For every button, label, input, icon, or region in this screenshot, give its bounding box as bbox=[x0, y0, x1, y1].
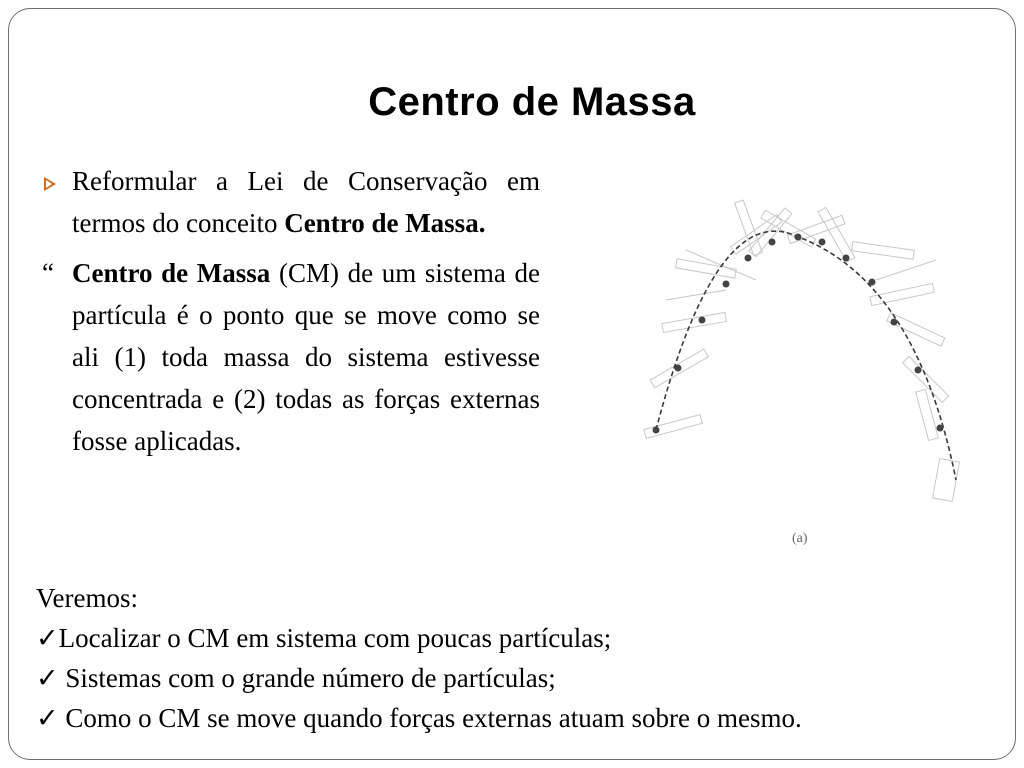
main-text-column bbox=[42, 160, 540, 462]
list-item-text: Localizar o CM em sistema com poucas partículas; bbox=[58, 623, 612, 653]
definition-paragraph bbox=[42, 252, 540, 462]
veremos-heading: Veremos: bbox=[36, 583, 138, 613]
bullet-text: Reformular a Lei de Conservação em termos do conceito bbox=[72, 166, 540, 238]
list-item-text: Sistemas com o grande número de partículas; bbox=[58, 663, 556, 693]
checkmark-icon: ✓ bbox=[36, 623, 59, 653]
list-item-text: Como o CM se move quando forças externas atuam sobre o mesmo. bbox=[58, 703, 802, 733]
arrow-bullet-icon bbox=[42, 160, 66, 202]
list-item bbox=[36, 658, 802, 698]
bullet-paragraph bbox=[72, 160, 540, 244]
definition-text: (CM) de um sistema de partícula é o ponto que se move como se ali (1) toda massa do sistema estivesse concentrada e (2) todas as forças externas fosse aplicadas. bbox=[72, 258, 540, 456]
checkmark-icon: ✓ bbox=[36, 703, 59, 733]
list-item bbox=[36, 618, 802, 658]
projectile-figure bbox=[636, 160, 984, 552]
list-item bbox=[36, 698, 802, 738]
cm-points bbox=[653, 234, 944, 434]
definition-term: Centro de Massa bbox=[72, 258, 271, 288]
slide-title: Centro de Massa bbox=[368, 80, 696, 124]
bullet-bold-text: Centro de Massa. bbox=[284, 208, 486, 238]
baton-images bbox=[644, 200, 959, 501]
checkmark-icon: ✓ bbox=[36, 663, 59, 693]
quote-mark: “ bbox=[42, 258, 54, 288]
veremos-block bbox=[36, 578, 802, 738]
figure-caption: (a) bbox=[792, 531, 808, 546]
